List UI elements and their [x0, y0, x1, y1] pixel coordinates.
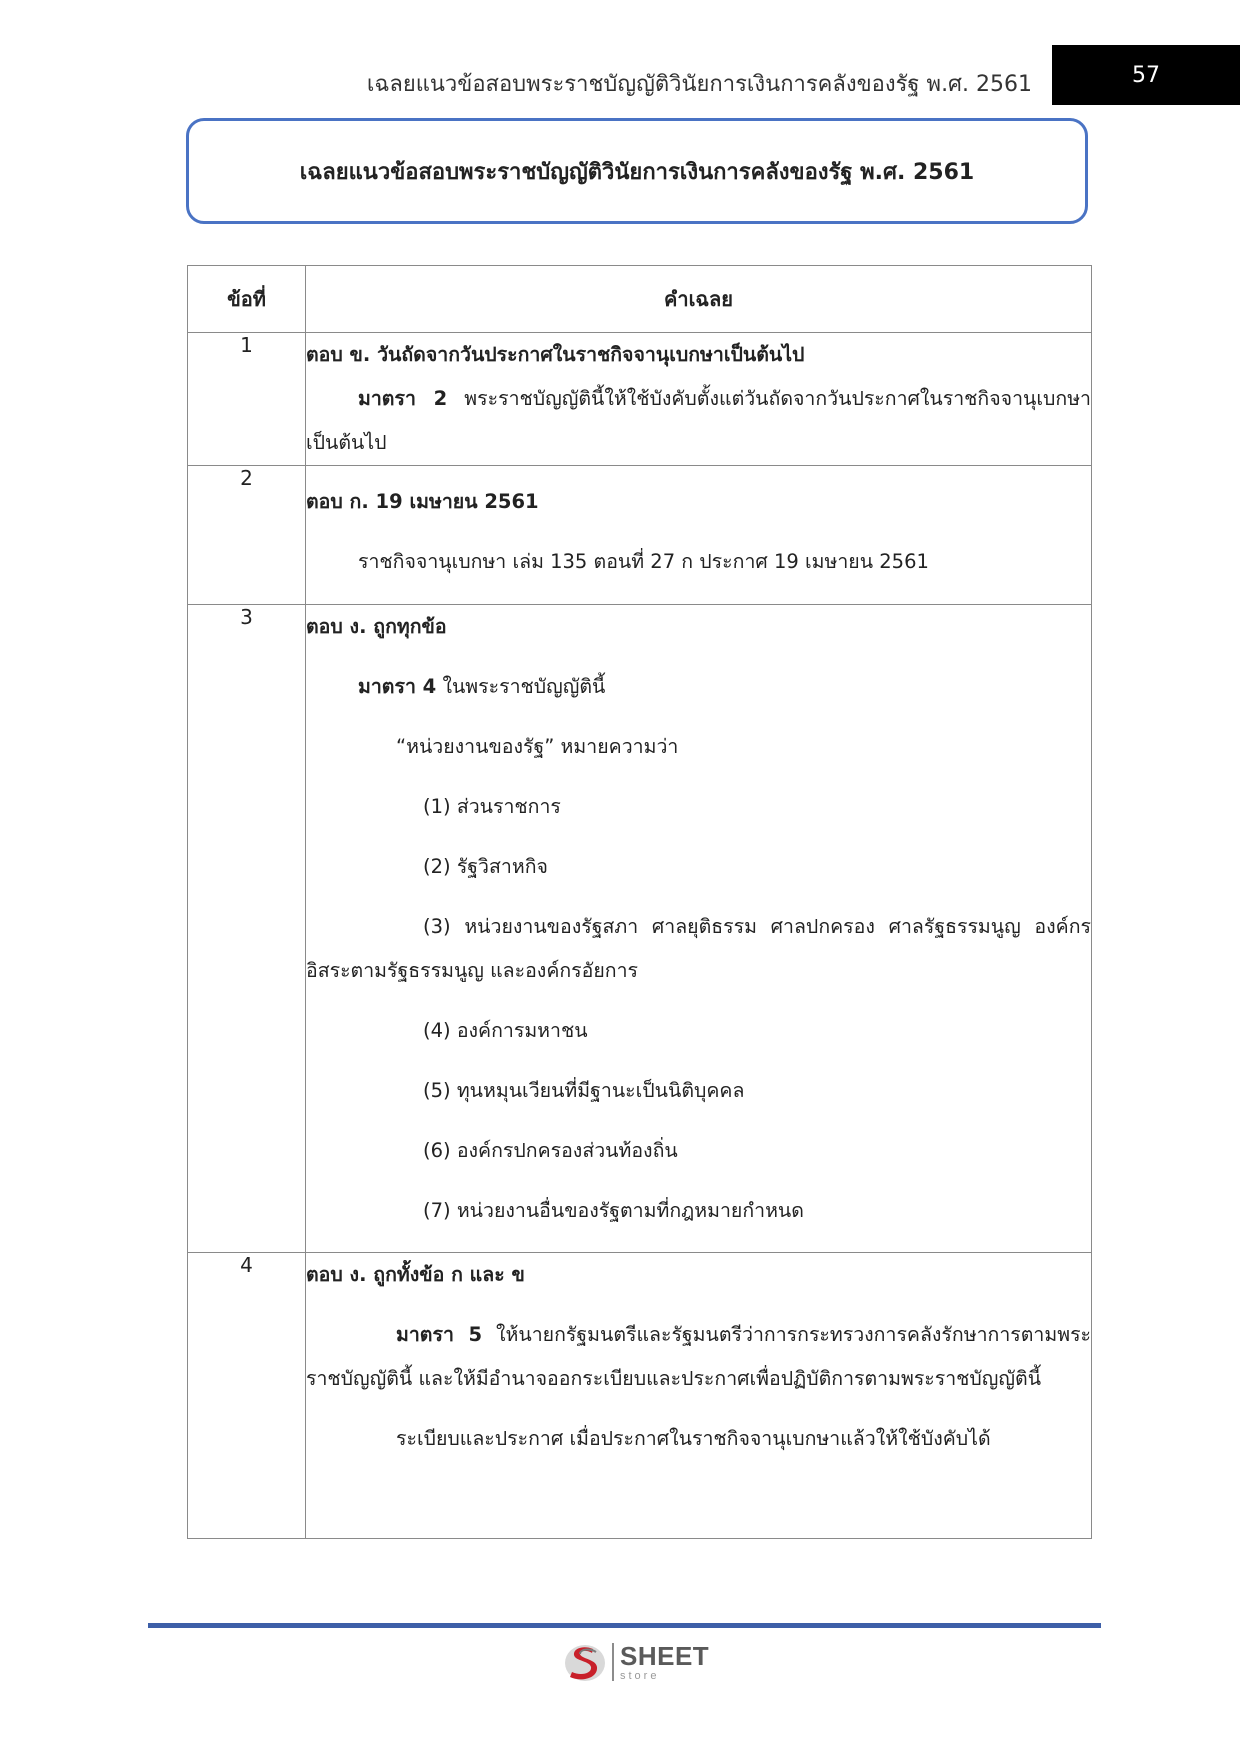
table-row [188, 605, 1092, 1253]
table-row [188, 333, 1092, 466]
column-header-answer: คำเฉลย [306, 266, 1092, 333]
section-label: มาตรา 4 [358, 675, 437, 698]
answer-explanation-2: ระเบียบและประกาศ เมื่อประกาศในราชกิจจานุเบกษาแล้วให้ใช้บังคับได้ [396, 1427, 991, 1450]
section-label: มาตรา 2 [358, 387, 448, 410]
logo-wordmark [620, 1640, 710, 1682]
answer-cell [306, 1253, 1092, 1539]
list-item: (2) รัฐวิสาหกิจ [423, 855, 548, 878]
list-item: (7) หน่วยงานอื่นของรัฐตามที่กฎหมายกำหนด [423, 1199, 804, 1222]
answer-explanation [306, 377, 1091, 465]
definition-term: “หน่วยงานของรัฐ” หมายความว่า [396, 735, 679, 758]
list-item: (5) ทุนหมุนเวียนที่มีฐานะเป็นนิติบุคคล [423, 1079, 745, 1102]
answer-key-table [187, 265, 1092, 1539]
answer-choice: ตอบ ง. ถูกทุกข้อ [306, 615, 447, 638]
answer-choice: ตอบ ข. วันถัดจากวันประกาศในราชกิจจานุเบกษาเป็นต้นไป [306, 343, 805, 366]
answer-explanation [306, 665, 1091, 709]
column-header-number: ข้อที่ [188, 266, 306, 333]
answer-cell [306, 605, 1092, 1253]
list-item: (4) องค์การมหาชน [423, 1019, 588, 1042]
page-number: 57 [1132, 62, 1160, 88]
answer-choice: ตอบ ง. ถูกทั้งข้อ ก และ ข [306, 1263, 525, 1286]
table-row [188, 1253, 1092, 1539]
logo-subword: store [620, 1669, 660, 1682]
question-number: 4 [188, 1253, 306, 1539]
document-title: เฉลยแนวข้อสอบพระราชบัญญัติวินัยการเงินการคลังของรัฐ พ.ศ. 2561 [299, 159, 975, 185]
question-number: 2 [188, 466, 306, 605]
question-number: 1 [188, 333, 306, 466]
logo-word: SHEET [620, 1640, 710, 1671]
footer-divider [148, 1623, 1101, 1628]
section-label: มาตรา 5 [396, 1323, 483, 1346]
page-number-box [1052, 45, 1240, 105]
list-item: (3) หน่วยงานของรัฐสภา ศาลยุติธรรม ศาลปกครอง ศาลรัฐธรรมนูญ องค์กรอิสระตามรัฐธรรมนูญ และองค์กรอัยการ [306, 915, 1091, 982]
sheet-store-logo [562, 1636, 718, 1688]
list-item: (6) องค์กรปกครองส่วนท้องถิ่น [423, 1139, 678, 1162]
table-row [188, 466, 1092, 605]
logo-separator [612, 1643, 614, 1681]
sheet-store-s-logo-icon [562, 1639, 608, 1685]
answer-choice: ตอบ ก. 19 เมษายน 2561 [306, 490, 539, 513]
list-item: (1) ส่วนราชการ [423, 795, 561, 818]
answer-cell [306, 333, 1092, 466]
section-text: พระราชบัญญัตินี้ให้ใช้บังคับตั้งแต่วันถัดจากวันประกาศในราชกิจจานุเบกษาเป็นต้นไป [306, 387, 1092, 454]
table-header-row [188, 266, 1092, 333]
answer-explanation: ราชกิจจานุเบกษา เล่ม 135 ตอนที่ 27 ก ประกาศ 19 เมษายน 2561 [358, 550, 929, 573]
answer-cell [306, 466, 1092, 605]
running-header-title: เฉลยแนวข้อสอบพระราชบัญญัติวินัยการเงินการคลังของรัฐ พ.ศ. 2561 [366, 72, 1032, 97]
section-text: ในพระราชบัญญัตินี้ [442, 675, 606, 698]
section-text: ให้นายกรัฐมนตรีและรัฐมนตรีว่าการกระทรวงการคลังรักษาการตามพระราชบัญญัตินี้ และให้มีอำนาจออกระเบียบและประกาศเพื่อปฏิบัติการตามพระราชบัญญัตินี้ [306, 1323, 1092, 1390]
document-title-box [186, 118, 1088, 224]
question-number: 3 [188, 605, 306, 1253]
answer-explanation [306, 1313, 1091, 1401]
